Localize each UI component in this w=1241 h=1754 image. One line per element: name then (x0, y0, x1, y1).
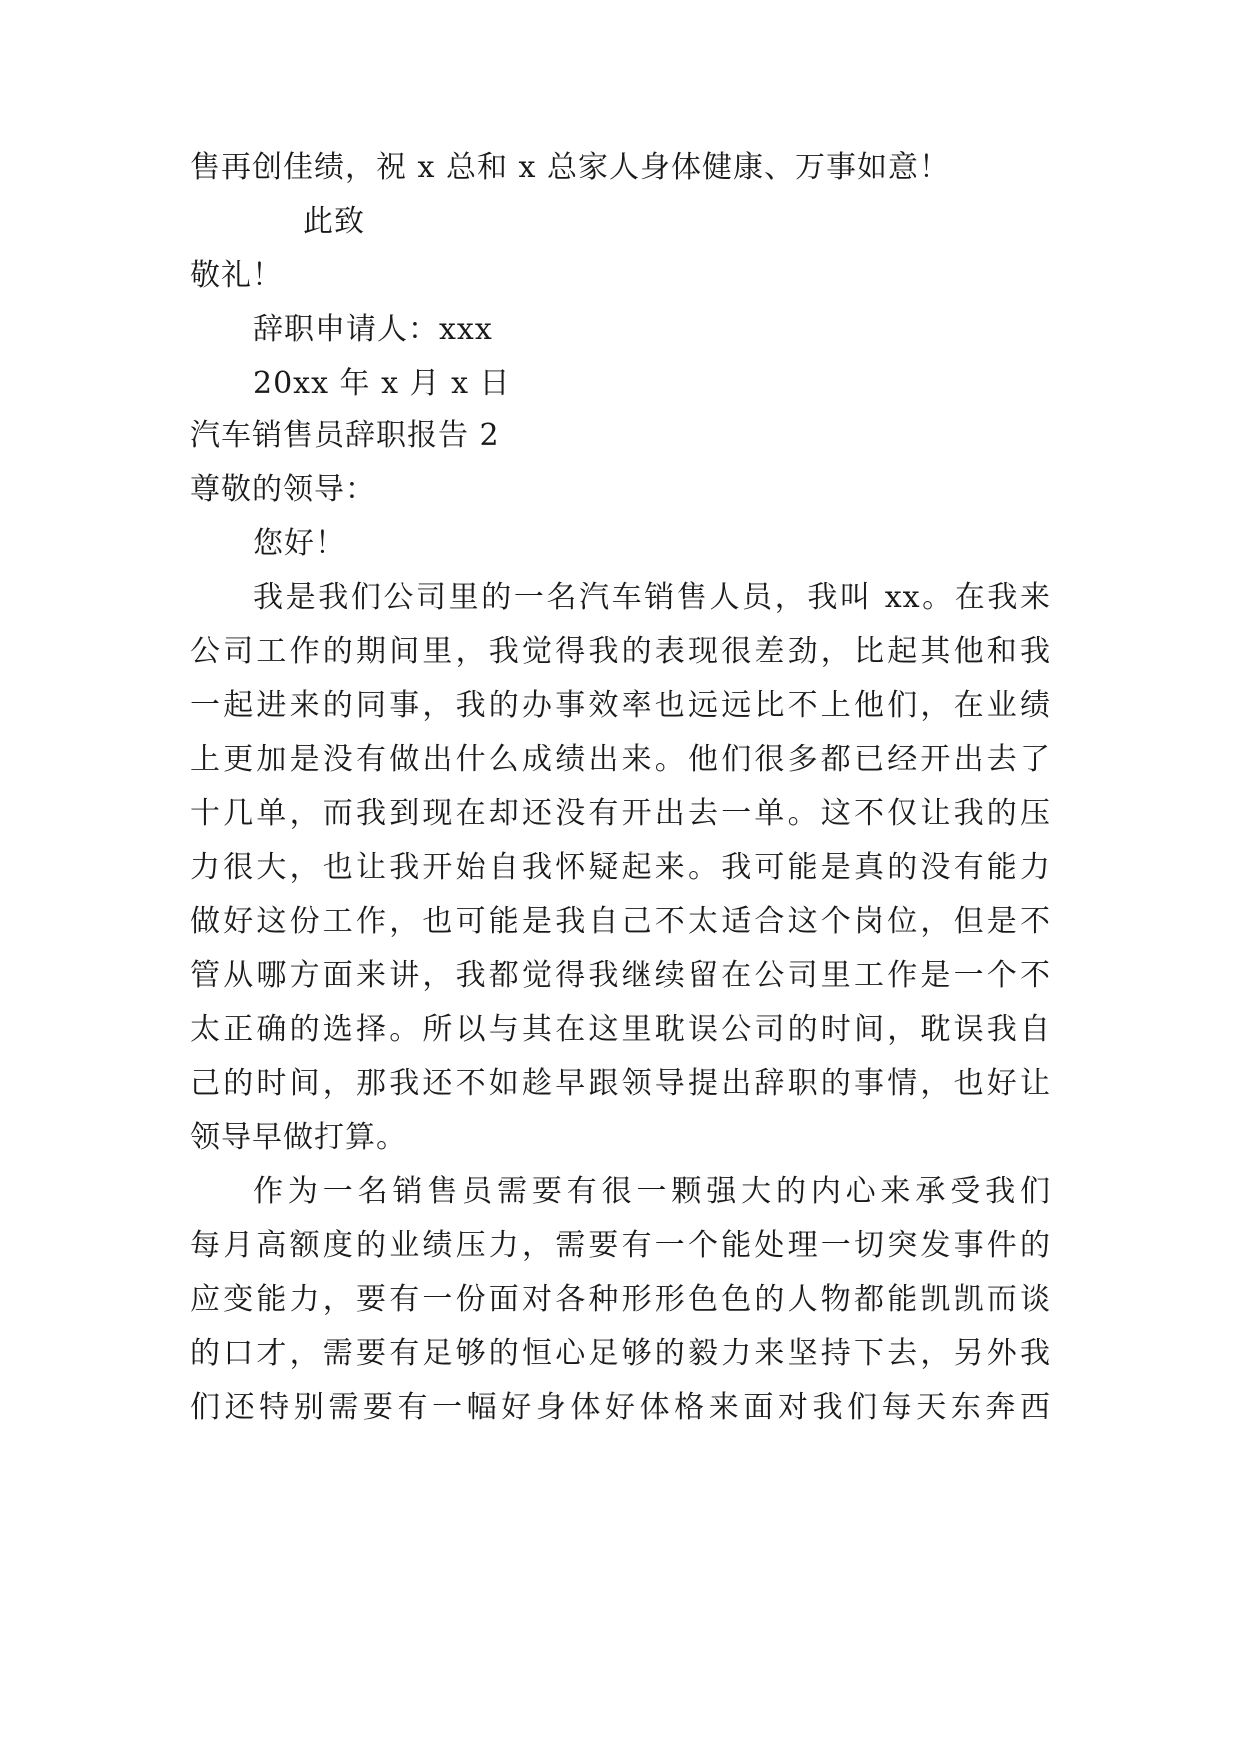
para1-line: 领导早做打算。 (190, 1120, 407, 1155)
closing-line: 售再创佳绩，祝 x 总和 x 总家人身体健康、万事如意！ (190, 150, 950, 185)
applicant-line: 辞职申请人：xxx (253, 312, 493, 347)
report-title: 汽车销售员辞职报告 2 (190, 418, 500, 453)
para2-line: 们还特别需要有一幅好身体好体格来面对我们每天东奔西 (190, 1390, 1051, 1425)
para1-line: 做好这份工作，也可能是我自己不太适合这个岗位，但是不 (190, 904, 1051, 939)
para1-line: 力很大，也让我开始自我怀疑起来。我可能是真的没有能力 (190, 850, 1051, 885)
salutation: 尊敬的领导： (190, 472, 376, 507)
para1-line: 我是我们公司里的一名汽车销售人员，我叫 xx。在我来 (253, 580, 1051, 615)
para1-line: 十几单，而我到现在却还没有开出去一单。这不仅让我的压 (190, 796, 1051, 831)
jingli-line: 敬礼！ (190, 258, 283, 293)
para2-line: 的口才，需要有足够的恒心足够的毅力来坚持下去，另外我 (190, 1336, 1051, 1371)
para2-line: 应变能力，要有一份面对各种形形色色的人物都能凯凯而谈 (190, 1282, 1051, 1317)
para1-line: 己的时间，那我还不如趁早跟领导提出辞职的事情，也好让 (190, 1066, 1051, 1101)
cizhi-line: 此致 (303, 204, 365, 239)
para1-line: 公司工作的期间里，我觉得我的表现很差劲，比起其他和我 (190, 634, 1051, 669)
para2-line: 每月高额度的业绩压力，需要有一个能处理一切突发事件的 (190, 1228, 1051, 1263)
para1-line: 上更加是没有做出什么成绩出来。他们很多都已经开出去了 (190, 742, 1051, 777)
greeting: 您好！ (253, 526, 346, 561)
date-line: 20xx 年 x 月 x 日 (253, 366, 511, 401)
para1-line: 管从哪方面来讲，我都觉得我继续留在公司里工作是一个不 (190, 958, 1051, 993)
para1-line: 一起进来的同事，我的办事效率也远远比不上他们，在业绩 (190, 688, 1051, 723)
para1-line: 太正确的选择。所以与其在这里耽误公司的时间，耽误我自 (190, 1012, 1051, 1047)
para2-line: 作为一名销售员需要有很一颗强大的内心来承受我们 (253, 1174, 1051, 1209)
